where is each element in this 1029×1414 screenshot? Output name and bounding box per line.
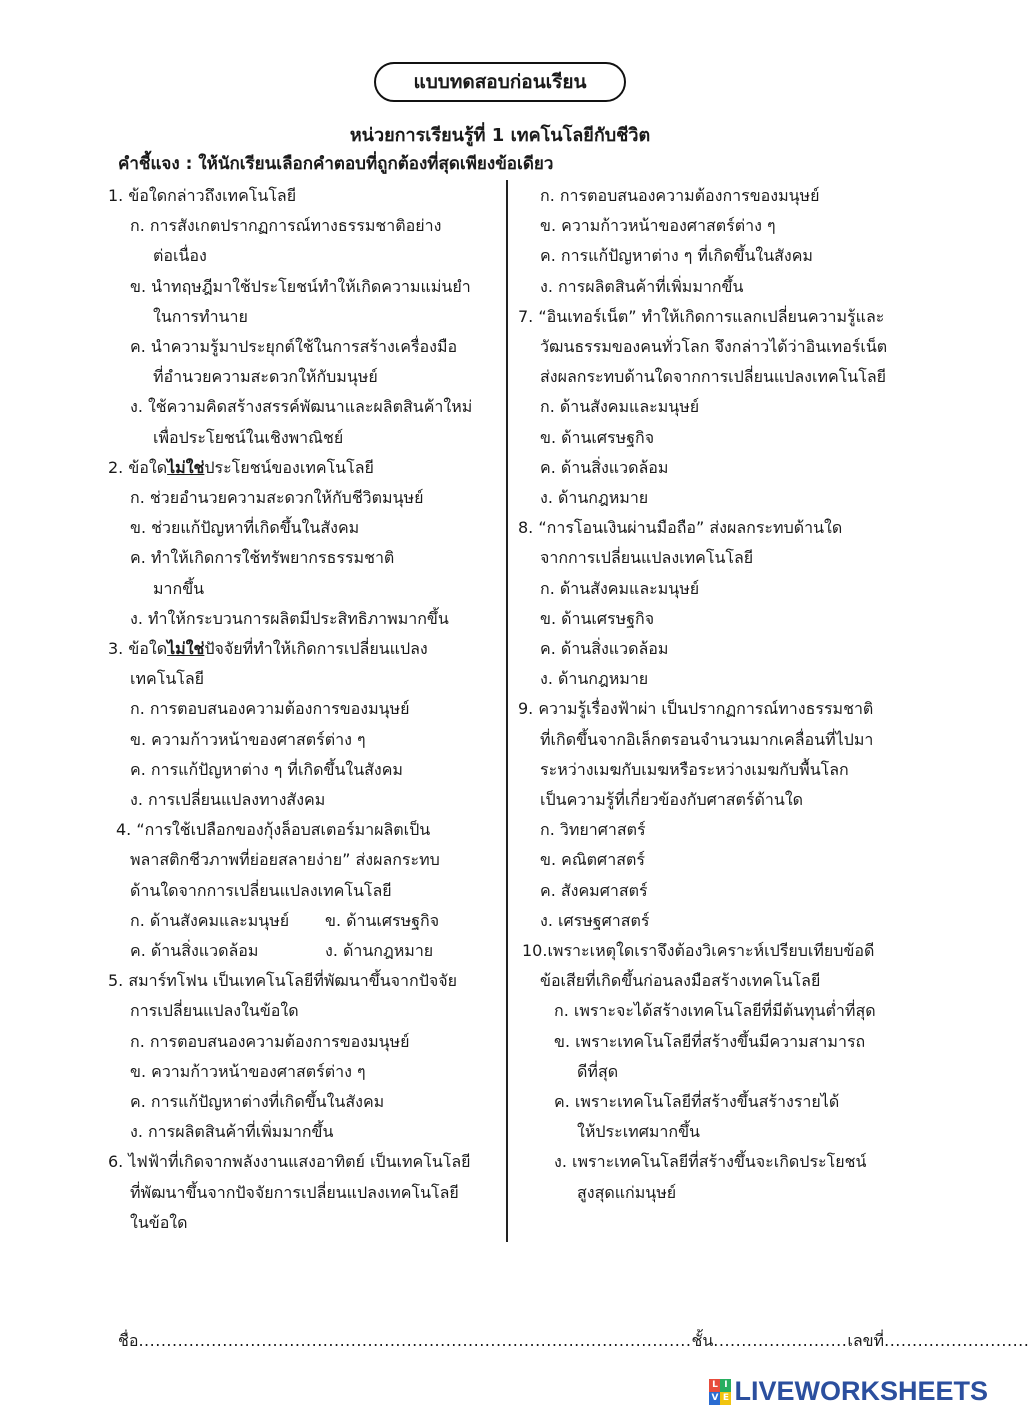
liveworksheets-mark-icon: [709, 1379, 731, 1405]
name-field[interactable]: ...................................................................................................: [138, 1331, 692, 1350]
choice-option: ง. ด้านกฎหมาย: [325, 941, 434, 960]
question-line: ง. ใช้ความคิดสร้างสรรค์พัฒนาและผลิตสินค้าใหม่: [130, 397, 473, 417]
question-line: ส่งผลกระทบด้านใดจากการเปลี่ยนแปลงเทคโนโลยี: [540, 367, 887, 387]
question-line: ก. ช่วยอำนวยความสะดวกให้กับชีวิตมนุษย์: [130, 488, 424, 507]
question-text: ประโยชน์ของเทคโนโลยี: [204, 457, 374, 477]
emphasis-text: ไม่ใช่: [167, 639, 205, 658]
question-line: ดีที่สุด: [577, 1061, 619, 1081]
question-line: ค. ด้านสิ่งแวดล้อม: [540, 457, 669, 477]
question-line: ก. เพราะจะได้สร้างเทคโนโลยีที่มีต้นทุนต่ำที่สุด: [554, 1001, 876, 1021]
question-line: ง. ด้านกฎหมาย: [540, 488, 649, 507]
question-line: ง. การผลิตสินค้าที่เพิ่มมากขึ้น: [540, 276, 744, 296]
emphasis-text: ไม่ใช่: [167, 457, 205, 477]
question-line: ค. การแก้ปัญหาต่าง ๆ ที่เกิดขึ้นในสังคม: [540, 246, 813, 266]
question-line: 1. ข้อใดกล่าวถึงเทคโนโลยี: [108, 186, 297, 205]
question-line: ง. ด้านกฎหมาย: [540, 669, 649, 689]
question-line: ก. การตอบสนองความต้องการของมนุษย์: [540, 186, 820, 205]
test-title-text: แบบทดสอบก่อนเรียน: [413, 71, 587, 93]
question-line: สูงสุดแก่มนุษย์: [577, 1182, 677, 1202]
question-line: 9. ความรู้เรื่องฟ้าผ่า เป็นปรากฏการณ์ทางธรรมชาติ: [518, 699, 874, 719]
question-line: ง. ทำให้กระบวนการผลิตมีประสิทธิภาพมากขึ้น: [130, 608, 449, 628]
question-line: การเปลี่ยนแปลงในข้อใด: [130, 1001, 299, 1021]
question-line: ค. ด้านสิ่งแวดล้อม: [540, 639, 669, 658]
choice-pair-line: [130, 940, 433, 962]
question-line: 5. สมาร์ทโฟน เป็นเทคโนโลยีที่พัฒนาขึ้นจากปัจจัย: [108, 971, 457, 991]
question-line: ที่พัฒนาขึ้นจากปัจจัยการเปลี่ยนแปลงเทคโนโลยี: [130, 1182, 459, 1202]
question-line: ก. ด้านสังคมและมนุษย์: [540, 397, 700, 417]
question-line: ข. ความก้าวหน้าของศาสตร์ต่าง ๆ: [540, 216, 776, 236]
question-line: [108, 457, 374, 479]
class-label: ชั้น: [691, 1331, 714, 1350]
question-line: มากขึ้น: [153, 578, 205, 598]
column-divider: [506, 180, 508, 1242]
question-line: ข้อเสียที่เกิดขึ้นก่อนลงมือสร้างเทคโนโลยี: [540, 971, 821, 991]
question-line: ที่อำนวยความสะดวกให้กับมนุษย์: [153, 367, 378, 387]
question-line: ก. การสังเกตปรากฏการณ์ทางธรรมชาติอย่าง: [130, 216, 442, 236]
question-line: ค. นำความรู้มาประยุกต์ใช้ในการสร้างเครื่องมือ: [130, 337, 458, 356]
student-info-line: [118, 1329, 1029, 1354]
question-line: เทคโนโลยี: [130, 669, 205, 689]
question-line: ข. ด้านเศรษฐกิจ: [540, 608, 655, 628]
liveworksheets-logo: [709, 1376, 988, 1407]
logo-letter: E: [720, 1392, 731, 1405]
question-line: ง. การเปลี่ยนแปลงทางสังคม: [130, 790, 326, 809]
class-field[interactable]: ........................: [713, 1331, 848, 1350]
number-label: เลขที่: [847, 1331, 885, 1350]
question-line: 7. “อินเทอร์เน็ต” ทำให้เกิดการแลกเปลี่ยนความรู้และ: [518, 306, 885, 326]
question-line: ข. นำทฤษฎีมาใช้ประโยชน์ทำให้เกิดความแม่นยำ: [130, 276, 471, 296]
question-line: ค. ทำให้เกิดการใช้ทรัพยากรธรรมชาติ: [130, 548, 395, 568]
question-line: 10.เพราะเหตุใดเราจึงต้องวิเคราะห์เปรียบเทียบข้อดี: [522, 941, 875, 960]
question-line: ค. การแก้ปัญหาต่างที่เกิดขึ้นในสังคม: [130, 1092, 385, 1111]
number-field[interactable]: ..........................: [884, 1331, 1029, 1350]
question-line: 8. “การโอนเงินผ่านมือถือ” ส่งผลกระทบด้านใด: [518, 518, 843, 538]
choice-option: ก. ด้านสังคมและมนุษย์: [130, 910, 290, 930]
question-line: ข. ความก้าวหน้าของศาสตร์ต่าง ๆ: [130, 1061, 366, 1081]
question-text: 3. ข้อใด: [108, 639, 168, 658]
choice-option: ข. ด้านเศรษฐกิจ: [325, 910, 440, 930]
question-line: ง. การผลิตสินค้าที่เพิ่มมากขึ้น: [130, 1122, 334, 1142]
question-line: ก. การตอบสนองความต้องการของมนุษย์: [130, 699, 410, 719]
logo-letter: V: [709, 1392, 720, 1405]
choice-option: ค. ด้านสิ่งแวดล้อม: [130, 941, 259, 960]
question-line: ค. เพราะเทคโนโลยีที่สร้างขึ้นสร้างรายได้: [554, 1092, 840, 1111]
question-line: 4. “การใช้เปลือกของกุ้งล็อบสเตอร์มาผลิตเป็น: [116, 820, 431, 840]
question-line: ก. การตอบสนองความต้องการของมนุษย์: [130, 1031, 410, 1051]
question-line: ก. ด้านสังคมและมนุษย์: [540, 578, 700, 598]
logo-text: LIVEWORKSHEETS: [734, 1376, 988, 1406]
unit-title: หน่วยการเรียนรู้ที่ 1 เทคโนโลยีกับชีวิต: [349, 125, 651, 146]
question-text: ปัจจัยที่ทำให้เกิดการเปลี่ยนแปลง: [204, 639, 428, 658]
logo-letter: L: [709, 1379, 720, 1392]
question-line: ข. ช่วยแก้ปัญหาที่เกิดขึ้นในสังคม: [130, 518, 360, 538]
logo-letter: I: [720, 1379, 731, 1392]
question-line: ก. วิทยาศาสตร์: [540, 820, 646, 840]
instructions: คำชี้แจง : ให้นักเรียนเลือกคำตอบที่ถูกต้องที่สุดเพียงข้อเดียว: [118, 154, 554, 174]
question-line: ด้านใดจากการเปลี่ยนแปลงเทคโนโลยี: [130, 880, 392, 900]
question-line: ให้ประเทศมากขึ้น: [577, 1122, 700, 1142]
question-line: ในข้อใด: [130, 1212, 188, 1232]
question-line: ค. สังคมศาสตร์: [540, 880, 648, 900]
question-line: เป็นความรู้ที่เกี่ยวข้องกับศาสตร์ด้านใด: [540, 790, 804, 809]
question-line: ในการทำนาย: [153, 306, 248, 326]
question-text: 2. ข้อใด: [108, 457, 168, 477]
choice-pair-line: [130, 910, 439, 932]
question-line: ที่เกิดขึ้นจากอิเล็กตรอนจำนวนมากเคลื่อนที่ไปมา: [540, 729, 874, 749]
question-line: ง. เศรษฐศาสตร์: [540, 910, 650, 930]
question-line: 6. ไฟฟ้าที่เกิดจากพลังงานแสงอาทิตย์ เป็นเทคโนโลยี: [108, 1152, 471, 1172]
question-line: ข. คณิตศาสตร์: [540, 850, 645, 870]
question-line: [108, 638, 428, 660]
question-line: พลาสติกชีวภาพที่ย่อยสลายง่าย” ส่งผลกระทบ: [130, 850, 440, 870]
question-line: ข. ความก้าวหน้าของศาสตร์ต่าง ๆ: [130, 729, 366, 749]
test-title: [374, 62, 626, 102]
question-line: ค. การแก้ปัญหาต่าง ๆ ที่เกิดขึ้นในสังคม: [130, 759, 403, 779]
question-line: ระหว่างเมฆกับเมฆหรือระหว่างเมฆกับพื้นโลก: [540, 759, 849, 779]
question-line: วัฒนธรรมของคนทั่วโลก จึงกล่าวได้ว่าอินเทอร์เน็ต: [540, 337, 888, 356]
question-line: ข. ด้านเศรษฐกิจ: [540, 427, 655, 447]
question-line: ข. เพราะเทคโนโลยีที่สร้างขึ้นมีความสามารถ: [554, 1031, 866, 1051]
question-line: ง. เพราะเทคโนโลยีที่สร้างขึ้นจะเกิดประโยชน์: [554, 1152, 867, 1172]
question-line: เพื่อประโยชน์ในเชิงพาณิชย์: [153, 427, 344, 447]
question-line: จากการเปลี่ยนแปลงเทคโนโลยี: [540, 548, 754, 568]
name-label: ชื่อ: [118, 1331, 139, 1350]
question-line: ต่อเนื่อง: [153, 246, 207, 266]
